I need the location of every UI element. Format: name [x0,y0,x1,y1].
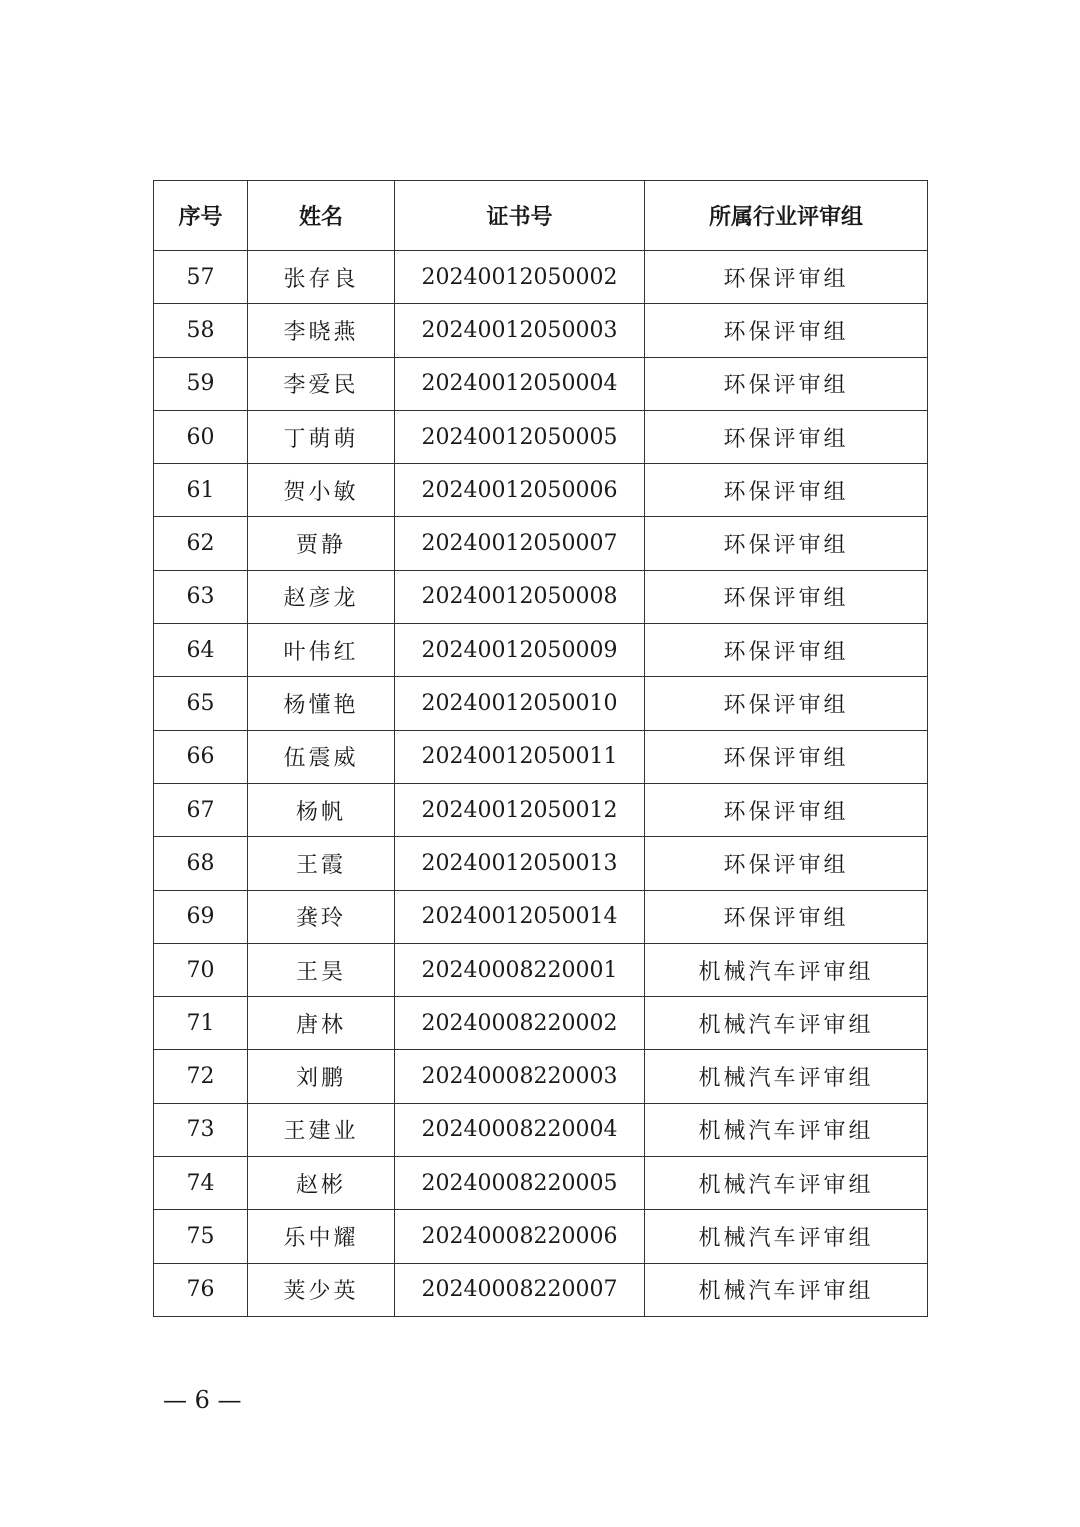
cell-cert: 20240012050006 [395,464,645,517]
cell-seq: 66 [154,730,248,783]
cell-seq: 69 [154,890,248,943]
table-row [154,943,928,996]
cell-group: 机械汽车评审组 [645,1103,928,1156]
cell-seq: 57 [154,251,248,304]
cell-seq: 62 [154,517,248,570]
cell-name: 贾静 [248,517,395,570]
cell-seq: 63 [154,570,248,623]
cell-cert: 20240008220003 [395,1050,645,1103]
cell-name: 杨帆 [248,783,395,836]
cell-seq: 61 [154,464,248,517]
cell-seq: 59 [154,357,248,410]
table-body [154,251,928,1317]
cell-cert: 20240008220006 [395,1210,645,1263]
cell-name: 伍震威 [248,730,395,783]
cell-seq: 70 [154,943,248,996]
cell-group: 环保评审组 [645,357,928,410]
cell-name: 王霞 [248,837,395,890]
table-row [154,517,928,570]
cell-group: 环保评审组 [645,890,928,943]
header-group: 所属行业评审组 [645,181,928,251]
table-row [154,570,928,623]
cell-group: 环保评审组 [645,677,928,730]
cell-seq: 72 [154,1050,248,1103]
cell-group: 机械汽车评审组 [645,1210,928,1263]
cell-name: 龚玲 [248,890,395,943]
table-row [154,251,928,304]
cell-name: 荚少英 [248,1263,395,1316]
cell-cert: 20240012050013 [395,837,645,890]
header-name: 姓名 [248,181,395,251]
cell-seq: 75 [154,1210,248,1263]
table-row [154,997,928,1050]
cell-seq: 58 [154,304,248,357]
table-header-row [154,181,928,251]
cell-name: 李晓燕 [248,304,395,357]
cell-group: 环保评审组 [645,304,928,357]
cell-cert: 20240012050004 [395,357,645,410]
table-row [154,890,928,943]
cell-group: 环保评审组 [645,783,928,836]
cell-cert: 20240012050009 [395,624,645,677]
table-row [154,730,928,783]
cell-group: 机械汽车评审组 [645,1263,928,1316]
cell-group: 环保评审组 [645,517,928,570]
cell-cert: 20240012050003 [395,304,645,357]
cell-name: 叶伟红 [248,624,395,677]
cell-cert: 20240012050014 [395,890,645,943]
cell-seq: 60 [154,410,248,463]
cell-group: 机械汽车评审组 [645,1050,928,1103]
cell-seq: 65 [154,677,248,730]
cell-name: 乐中耀 [248,1210,395,1263]
cell-name: 王昊 [248,943,395,996]
cell-seq: 64 [154,624,248,677]
cell-group: 环保评审组 [645,837,928,890]
table-row [154,677,928,730]
cell-cert: 20240008220004 [395,1103,645,1156]
cell-seq: 67 [154,783,248,836]
cell-name: 张存良 [248,251,395,304]
table-row [154,1210,928,1263]
cell-name: 李爱民 [248,357,395,410]
page-number: — 6 — [163,1386,242,1414]
table-row [154,1103,928,1156]
header-seq: 序号 [154,181,248,251]
table-row [154,1157,928,1210]
cell-cert: 20240008220002 [395,997,645,1050]
cell-cert: 20240012050010 [395,677,645,730]
table-row [154,304,928,357]
cell-name: 杨懂艳 [248,677,395,730]
cell-name: 刘鹏 [248,1050,395,1103]
cell-group: 环保评审组 [645,251,928,304]
cell-name: 赵彬 [248,1157,395,1210]
cell-seq: 73 [154,1103,248,1156]
cell-seq: 74 [154,1157,248,1210]
cell-cert: 20240008220001 [395,943,645,996]
cell-cert: 20240008220007 [395,1263,645,1316]
cell-seq: 76 [154,1263,248,1316]
cell-cert: 20240012050008 [395,570,645,623]
cell-group: 环保评审组 [645,730,928,783]
cell-cert: 20240008220005 [395,1157,645,1210]
cell-cert: 20240012050007 [395,517,645,570]
cell-group: 机械汽车评审组 [645,943,928,996]
table-row [154,1050,928,1103]
header-cert: 证书号 [395,181,645,251]
table-row [154,464,928,517]
table-row [154,624,928,677]
cell-name: 赵彦龙 [248,570,395,623]
table-row [154,837,928,890]
cell-group: 机械汽车评审组 [645,997,928,1050]
cell-seq: 71 [154,997,248,1050]
cell-cert: 20240012050005 [395,410,645,463]
table-row [154,410,928,463]
table-row [154,357,928,410]
cell-group: 环保评审组 [645,624,928,677]
cell-seq: 68 [154,837,248,890]
cell-cert: 20240012050011 [395,730,645,783]
table-row [154,1263,928,1316]
cell-group: 环保评审组 [645,410,928,463]
cell-name: 王建业 [248,1103,395,1156]
cell-cert: 20240012050002 [395,251,645,304]
roster-table [153,180,928,1317]
cell-name: 唐林 [248,997,395,1050]
cell-group: 机械汽车评审组 [645,1157,928,1210]
cell-group: 环保评审组 [645,570,928,623]
table-row [154,783,928,836]
cell-name: 贺小敏 [248,464,395,517]
cell-cert: 20240012050012 [395,783,645,836]
cell-name: 丁萌萌 [248,410,395,463]
cell-group: 环保评审组 [645,464,928,517]
